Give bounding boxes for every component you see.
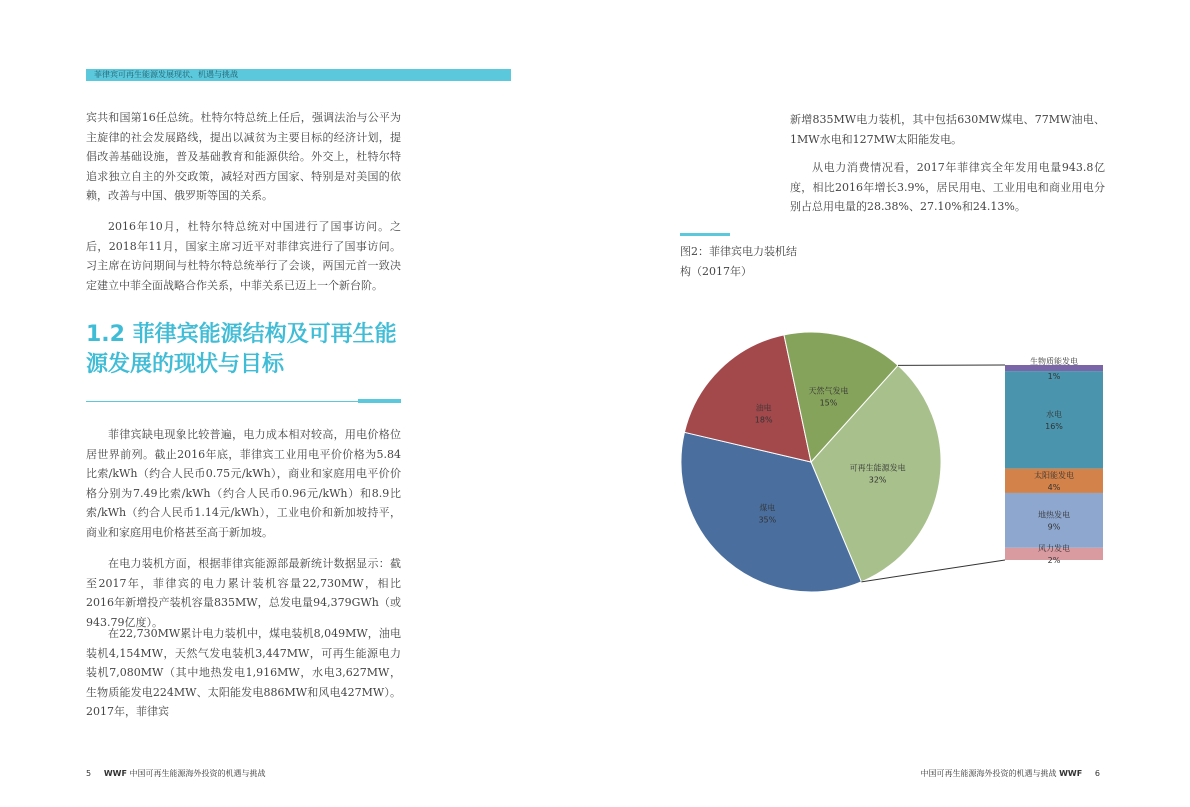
footer-right: [921, 768, 1100, 779]
body-paragraph: 在22,730MW累计电力装机中，煤电装机8,049MW，油电装机4,154MW，天然气发电装机3,447MW，可再生能源电力装机7,080MW（其中地热发电1,916MW，水电3,627MW，生物质能发电224MW、太阳能发电886MW和风电427MW）。2017年，菲律宾: [86, 627, 401, 719]
pie-slice-value: 32%: [868, 475, 887, 485]
bar-segment-value: 1%: [1047, 372, 1061, 382]
figure-caption: 图2：菲律宾电力装机结构（2017年）: [680, 245, 797, 278]
page-number: 5: [86, 769, 92, 778]
body-paragraph: 在电力装机方面，根据菲律宾能源部最新统计数据显示：截至2017年，菲律宾的电力累计装机容量22,730MW，相比2016年新增投产装机容量835MW，总发电量94,379GWh（或943.79亿度）。: [86, 557, 401, 629]
footer-title: 中国可再生能源海外投资的机遇与挑战: [920, 769, 1057, 778]
pie-slice-label: 煤电: [759, 503, 776, 513]
bar-segment-label: 风力发电: [1038, 543, 1070, 553]
bar-segment-value: 9%: [1047, 522, 1061, 532]
bar-segment-label: 太阳能发电: [1034, 470, 1074, 480]
pie-slice-value: 35%: [758, 515, 777, 525]
body-paragraph: 菲律宾缺电现象比较普遍，电力成本相对较高，用电价格位居世界前列。截止2016年底，菲律宾工业用电平价价格为5.84比索/kWh（约合人民币0.75元/kWh），商业和家庭用电平价价格分别为7.49比索/kWh（约合人民币0.96元/kWh）和8.9比索/kWh（约合人民币1.14元/kWh），工业电价和新加坡持平，商业和家庭用电价格甚至高于新加坡。: [86, 428, 401, 539]
page-number: 6: [1094, 769, 1100, 778]
bar-segment-value: 4%: [1047, 482, 1061, 492]
bar-segment-value: 2%: [1047, 555, 1061, 565]
bar-segment-label: 地热发电: [1038, 510, 1070, 520]
pie-slice-value: 18%: [754, 415, 773, 425]
running-header: [86, 69, 511, 81]
section-divider-accent: [358, 399, 401, 403]
footer-brand: WWF: [1059, 769, 1083, 778]
body-paragraph: 新增835MW电力装机，其中包括630MW煤电、77MW油电、1MW水电和127MW太阳能发电。: [790, 113, 1105, 146]
figure-caption-rule: [680, 233, 730, 236]
body-paragraph: 宾共和国第16任总统。杜特尔特总统上任后，强调法治与公平为主旋律的社会发展路线，提出以减贫为主要目标的经济计划，提倡改善基础设施，普及基础教育和能源供给。外交上，杜特尔特追求独立自主的外交政策，减轻对西方国家、特别是对美国的依赖，改善与中国、俄罗斯等国的关系。: [86, 111, 401, 203]
section-title: 1.2 菲律宾能源结构及可再生能源发展的现状与目标: [86, 322, 397, 377]
footer-left: [86, 768, 265, 779]
running-header-text: 菲律宾可再生能源发展现状、机遇与挑战: [94, 70, 238, 79]
body-paragraph: 2016年10月，杜特尔特总统对中国进行了国事访问。之后，2018年11月，国家主席习近平对菲律宾进行了国事访问。习主席在访问期间与杜特尔特总统举行了会谈，两国元首一致决定建立中菲全面战略合作关系，中菲关系已迈上一个新台阶。: [86, 220, 401, 292]
section-divider: [86, 401, 358, 402]
bar-segment-3: [1005, 493, 1103, 548]
pie-slice-label: 可再生能源发电: [849, 463, 906, 473]
bar-segment-value: 16%: [1045, 421, 1063, 431]
bar-segment-label: 生物质能发电: [1030, 357, 1078, 366]
bar-segment-label: 水电: [1046, 409, 1062, 419]
pie-slice-value: 15%: [819, 398, 838, 408]
pie-slice-label: 天然气发电: [808, 386, 849, 396]
footer-title: 中国可再生能源海外投资的机遇与挑战: [129, 769, 266, 778]
pie-chart: [670, 320, 1120, 610]
bar-segment-1: [1005, 371, 1103, 469]
body-paragraph: 从电力消费情况看，2017年菲律宾全年发用电量943.8亿度，相比2016年增长3.9%，居民用电、工业用电和商业用电分别占总用电量的28.38%、27.10%和24.13%。: [790, 161, 1105, 214]
footer-brand: WWF: [103, 769, 127, 778]
pie-slice-label: 油电: [755, 403, 772, 413]
